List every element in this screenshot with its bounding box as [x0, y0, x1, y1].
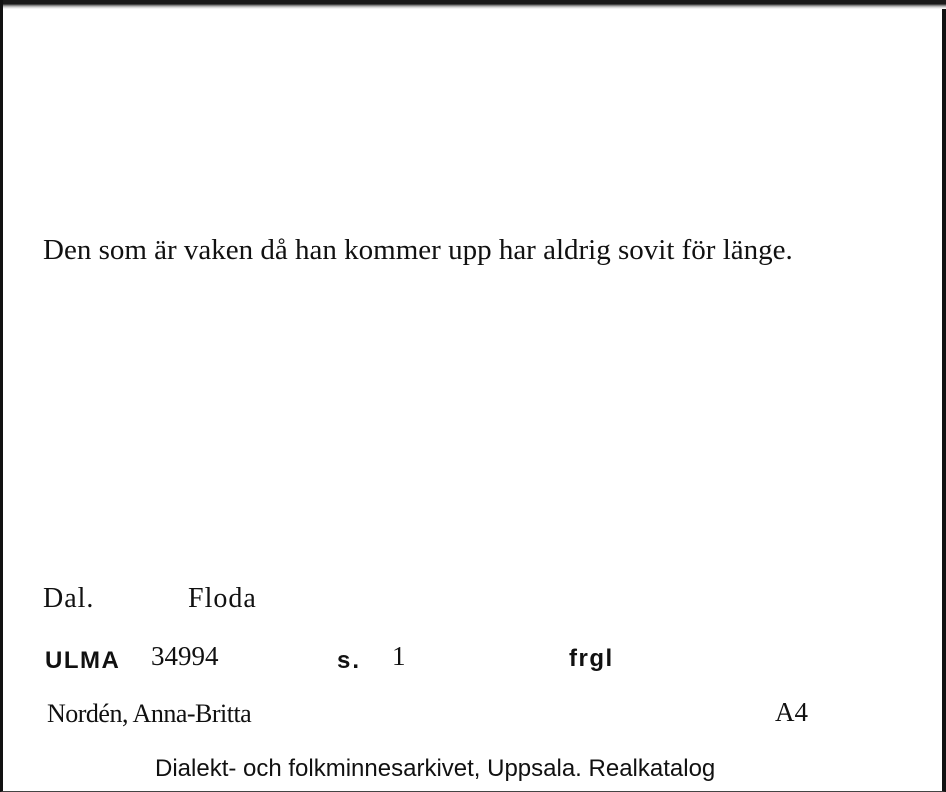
place-region: Dal. [43, 583, 95, 614]
collector-name: Nordén, Anna-Britta [47, 699, 252, 728]
place-locality: Floda [188, 583, 257, 614]
category-code: frgl [569, 645, 614, 672]
proverb-text: Den som är vaken då han kommer upp har aldrig sovit för länge. [43, 234, 793, 266]
page-label: s. [337, 647, 362, 674]
archive-code: ULMA [45, 647, 121, 674]
top-border-rule [3, 0, 946, 9]
archive-footer: Dialekt- och folkminnesarkivet, Uppsala. Realkatalog [155, 755, 716, 782]
page-number: 1 [392, 641, 406, 671]
record-number: 34994 [151, 641, 219, 671]
format-code: A4 [775, 697, 808, 727]
